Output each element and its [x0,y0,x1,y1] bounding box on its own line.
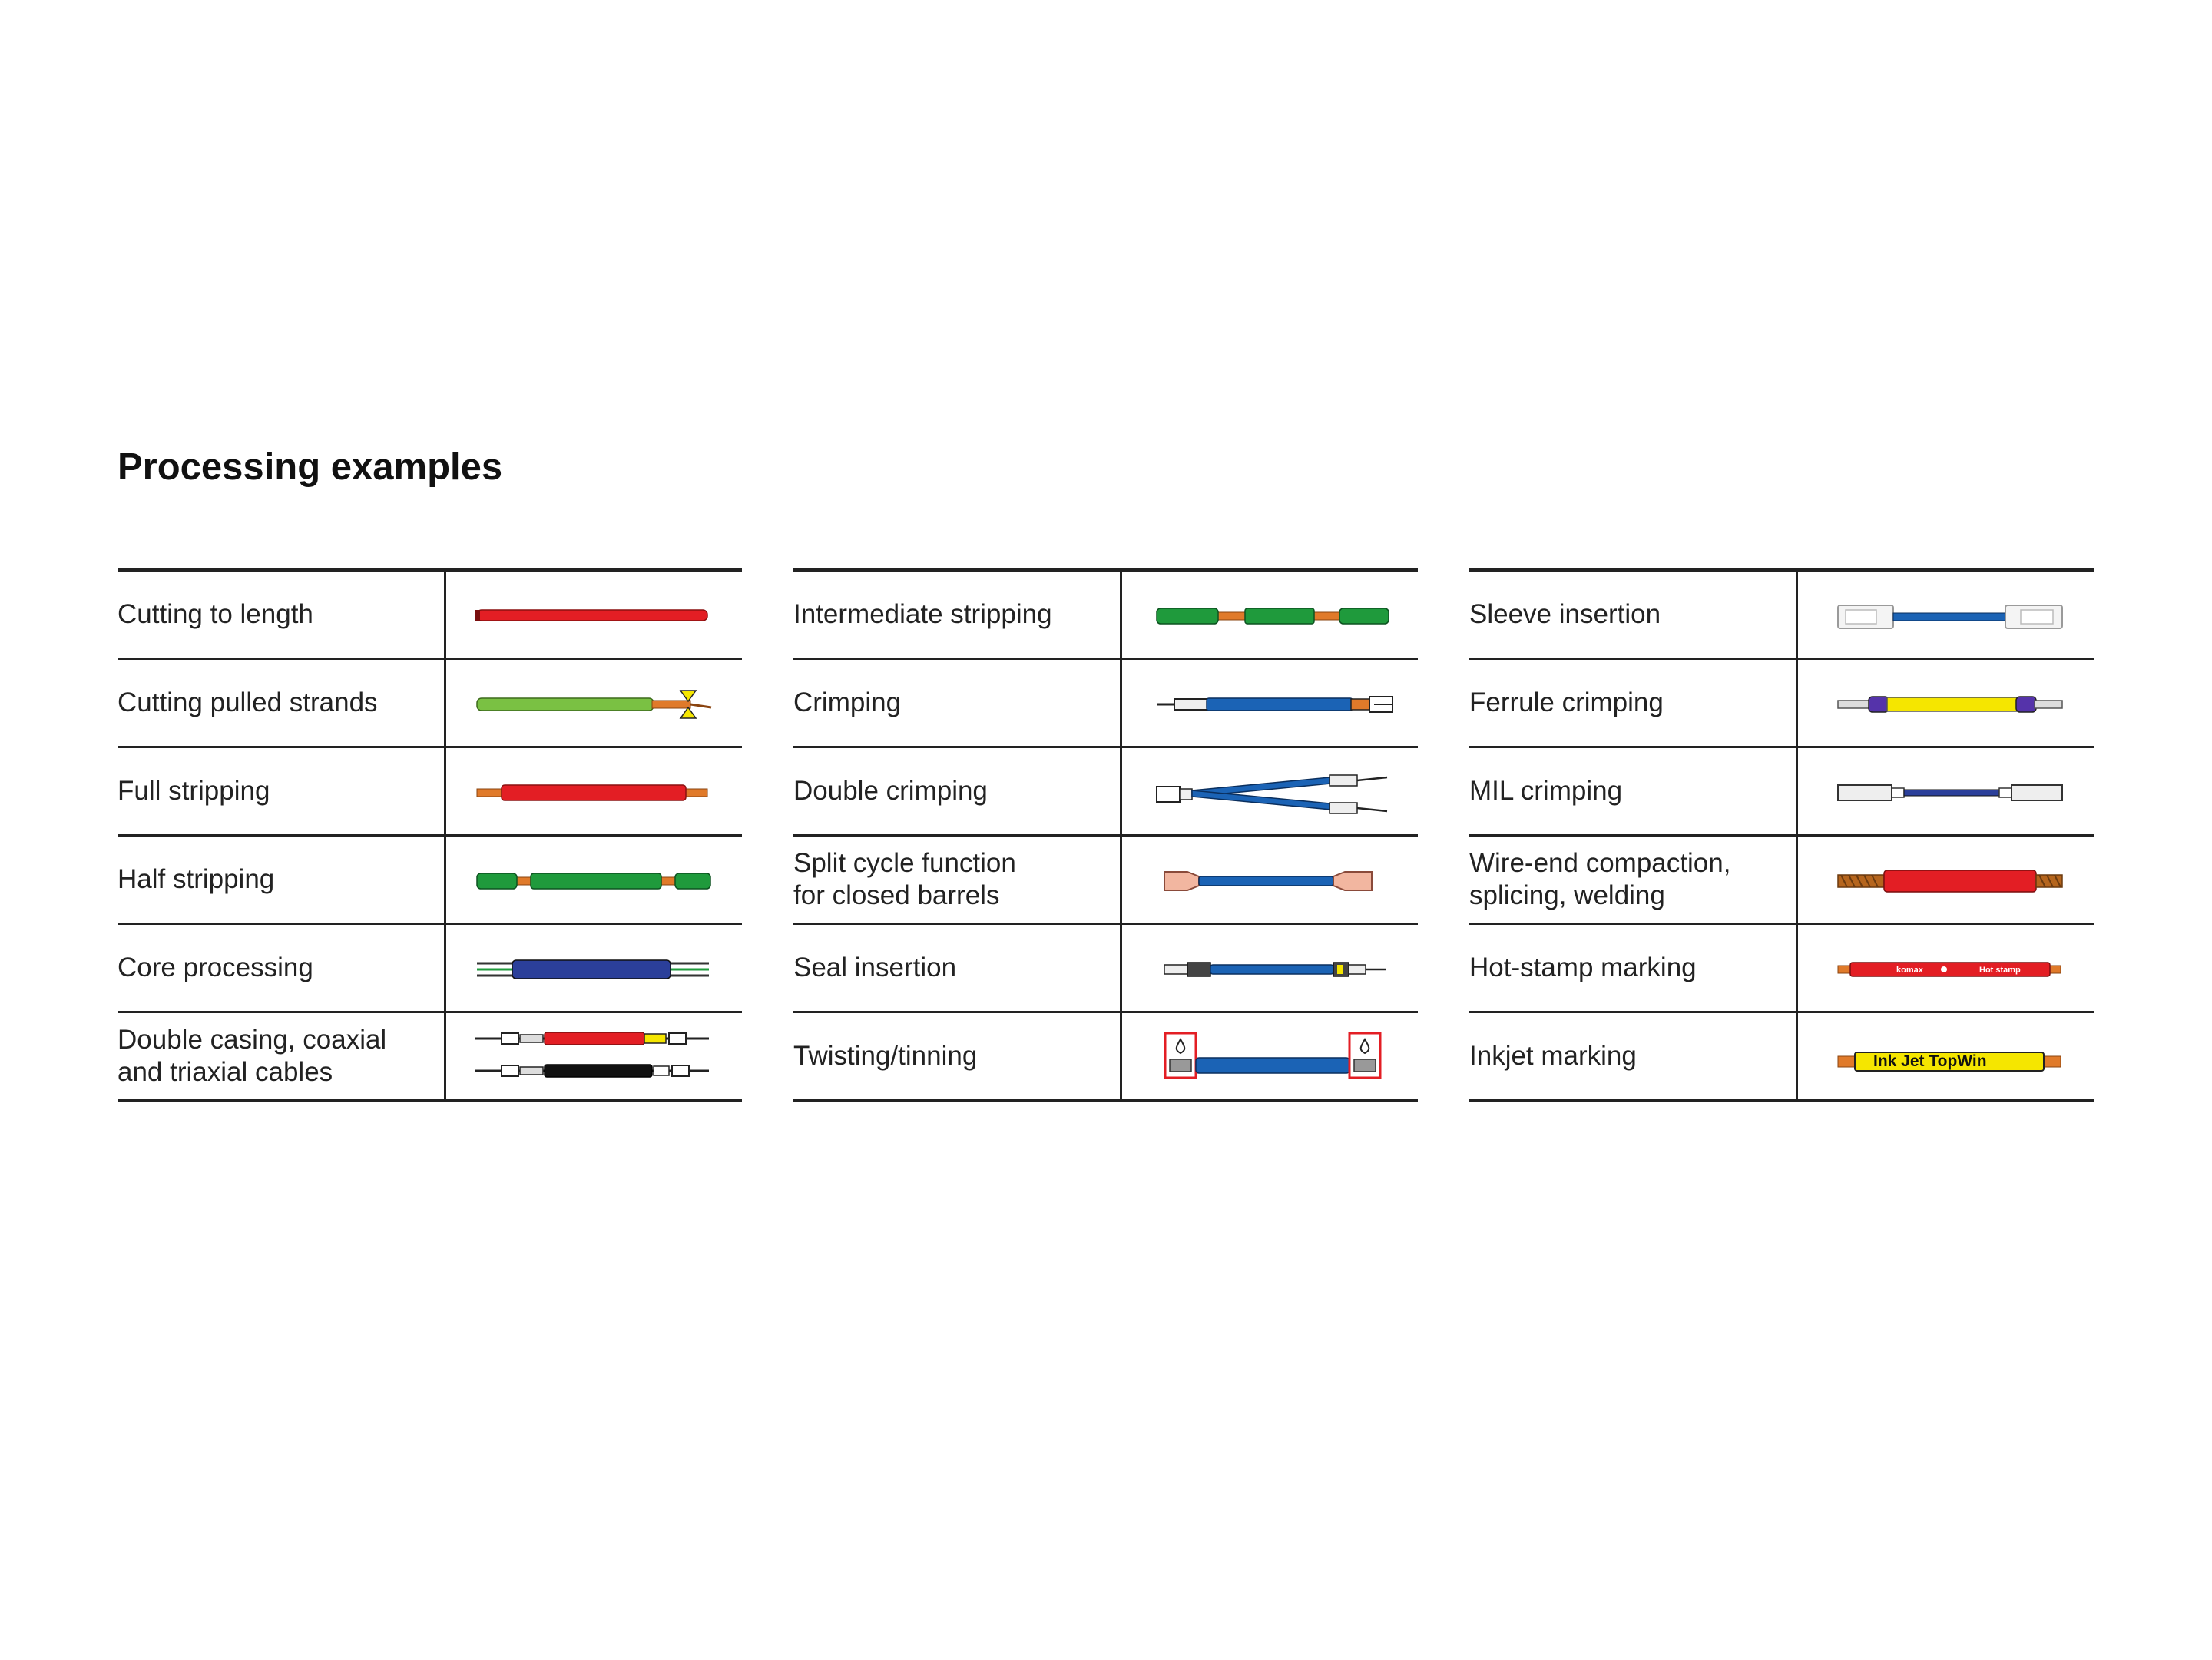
wire-full-strip-red-icon [446,748,742,834]
table-row [1469,748,2094,837]
table-row [1469,572,2094,660]
wire-seal-insertion-icon [1122,925,1418,1011]
process-label: Wire-end compaction, splicing, welding [1469,837,1798,923]
table-row [1469,1013,2094,1102]
table-row [118,748,742,837]
inkjet-mark-text: Ink Jet TopWin [1873,1052,1987,1070]
process-label: Sleeve insertion [1469,572,1798,658]
wire-closed-barrels-icon [1122,837,1418,923]
wire-sleeve-insertion-icon [1798,572,2094,658]
wire-inkjet-marking-icon [1798,1013,2094,1099]
wire-intermediate-strip-green-icon [1122,572,1418,658]
table-row [793,837,1418,925]
process-label: Cutting to length [118,572,446,658]
table-row [118,660,742,748]
process-label: Double crimping [793,748,1122,834]
table-row [793,748,1418,837]
process-label: Intermediate stripping [793,572,1122,658]
wire-pulled-strands-green-icon [446,660,742,746]
table-row [793,660,1418,748]
table-row [1469,837,2094,925]
processing-table-column-1 [118,568,742,1102]
hot-stamp-mark-text: komax [1896,966,1923,975]
wire-cut-red-icon [446,572,742,658]
table-row [118,572,742,660]
wire-double-crimping-icon [1122,748,1418,834]
wire-end-compaction-icon [1798,837,2094,923]
table-row [793,572,1418,660]
process-label: Twisting/tinning [793,1013,1122,1099]
table-row [118,837,742,925]
process-label: Split cycle function for closed barrels [793,837,1122,923]
wire-twisting-tinning-icon [1122,1013,1418,1099]
wire-core-processing-blue-icon [446,925,742,1011]
process-label: Cutting pulled strands [118,660,446,746]
table-row [1469,925,2094,1013]
table-row [1469,660,2094,748]
process-label: Full stripping [118,748,446,834]
page-title: Processing examples [118,446,503,488]
process-label: Ferrule crimping [1469,660,1798,746]
process-label: Half stripping [118,837,446,923]
process-label: Seal insertion [793,925,1122,1011]
table-row [793,1013,1418,1102]
hot-stamp-mark-text: Hot stamp [1979,966,2021,975]
processing-table-column-2 [793,568,1418,1102]
process-label: Hot-stamp marking [1469,925,1798,1011]
wire-mil-crimping-icon [1798,748,2094,834]
wire-crimping-blue-icon [1122,660,1418,746]
table-row [118,1013,742,1102]
process-label: Core processing [118,925,446,1011]
process-label: Inkjet marking [1469,1013,1798,1099]
wire-ferrule-crimping-yellow-icon [1798,660,2094,746]
process-label: Double casing, coaxial and triaxial cables [118,1013,446,1099]
wire-hot-stamp-marking-icon [1798,925,2094,1011]
wire-half-strip-green-icon [446,837,742,923]
process-label: Crimping [793,660,1122,746]
process-label: MIL crimping [1469,748,1798,834]
processing-table-column-3 [1469,568,2094,1102]
wire-coaxial-cables-icon [446,1013,742,1099]
table-row [793,925,1418,1013]
table-row [118,925,742,1013]
